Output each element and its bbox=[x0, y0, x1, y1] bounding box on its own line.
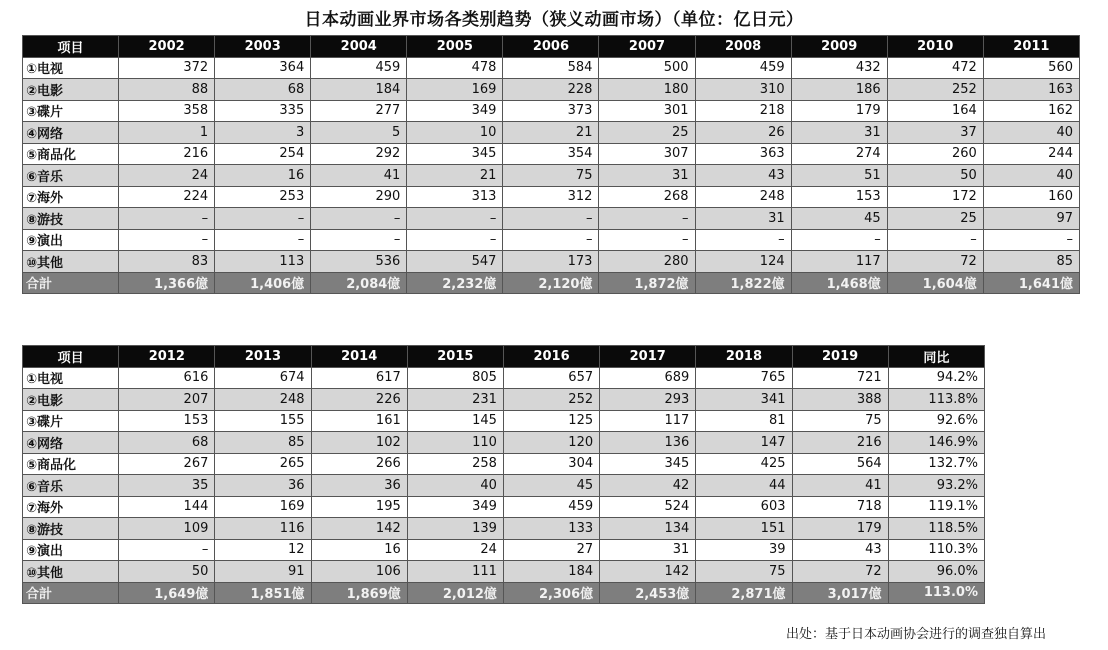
table-cell: 3,017億 bbox=[792, 582, 888, 604]
table-cell: 110 bbox=[407, 432, 503, 454]
table-row bbox=[23, 539, 985, 561]
table-cell: – bbox=[503, 229, 599, 251]
table-cell: 2,232億 bbox=[407, 272, 503, 294]
row-label: 合計 bbox=[23, 582, 119, 604]
table-row bbox=[23, 79, 1080, 101]
table-cell: 172 bbox=[887, 186, 983, 208]
table-cell: 161 bbox=[311, 410, 407, 432]
table-cell: 51 bbox=[791, 165, 887, 187]
table-cell: 216 bbox=[119, 143, 215, 165]
table-cell: 1,822億 bbox=[695, 272, 791, 294]
table-cell: – bbox=[887, 229, 983, 251]
row-label: ④网络 bbox=[23, 432, 119, 454]
table-cell: 88 bbox=[119, 79, 215, 101]
table-cell: 472 bbox=[887, 57, 983, 79]
table-row bbox=[23, 518, 985, 540]
table-cell: 228 bbox=[503, 79, 599, 101]
column-header: 2011 bbox=[983, 36, 1079, 58]
table-cell: 81 bbox=[696, 410, 792, 432]
table-cell: 584 bbox=[503, 57, 599, 79]
table-cell: 31 bbox=[599, 165, 695, 187]
table-cell: 35 bbox=[119, 475, 215, 497]
table-row bbox=[23, 367, 985, 389]
table-cell: 113 bbox=[215, 251, 311, 273]
table-cell: 2,120億 bbox=[503, 272, 599, 294]
table-row bbox=[23, 122, 1080, 144]
market-table-2012-2019 bbox=[22, 345, 985, 604]
table-cell: 765 bbox=[696, 367, 792, 389]
table-cell: 231 bbox=[407, 389, 503, 411]
table-row bbox=[23, 561, 985, 583]
table-cell: 432 bbox=[791, 57, 887, 79]
table-cell: 253 bbox=[215, 186, 311, 208]
table-cell: 292 bbox=[311, 143, 407, 165]
table-row bbox=[23, 100, 1080, 122]
table-cell: 93.2% bbox=[888, 475, 984, 497]
table-cell: 160 bbox=[983, 186, 1079, 208]
table-cell: 146.9% bbox=[888, 432, 984, 454]
table-cell: 139 bbox=[407, 518, 503, 540]
table-cell: – bbox=[983, 229, 1079, 251]
table-cell: 169 bbox=[215, 496, 311, 518]
table-cell: 1,851億 bbox=[215, 582, 311, 604]
table-cell: 617 bbox=[311, 367, 407, 389]
table-cell: 268 bbox=[599, 186, 695, 208]
table-row bbox=[23, 229, 1080, 251]
table-cell: 116 bbox=[215, 518, 311, 540]
table-cell: 50 bbox=[119, 561, 215, 583]
column-header: 2013 bbox=[215, 346, 311, 368]
table-cell: – bbox=[311, 208, 407, 230]
table-cell: 1,641億 bbox=[983, 272, 1079, 294]
table-row bbox=[23, 186, 1080, 208]
table-cell: 27 bbox=[503, 539, 599, 561]
table-cell: 37 bbox=[887, 122, 983, 144]
table-cell: – bbox=[695, 229, 791, 251]
table-cell: 142 bbox=[311, 518, 407, 540]
table-cell: 388 bbox=[792, 389, 888, 411]
table-cell: 560 bbox=[983, 57, 1079, 79]
column-header: 2003 bbox=[215, 36, 311, 58]
table-cell: 173 bbox=[503, 251, 599, 273]
table-cell: 94.2% bbox=[888, 367, 984, 389]
table-cell: 1,604億 bbox=[887, 272, 983, 294]
table-row bbox=[23, 496, 985, 518]
table-cell: 12 bbox=[215, 539, 311, 561]
table-cell: 248 bbox=[695, 186, 791, 208]
table-cell: 260 bbox=[887, 143, 983, 165]
table-cell: 147 bbox=[696, 432, 792, 454]
table-cell: 96.0% bbox=[888, 561, 984, 583]
table-cell: 459 bbox=[695, 57, 791, 79]
table-cell: 164 bbox=[887, 100, 983, 122]
table-cell: 1 bbox=[119, 122, 215, 144]
table-cell: 616 bbox=[119, 367, 215, 389]
source-note: 出处：基于日本动画协会进行的调查独自算出 bbox=[785, 627, 1046, 642]
table-cell: 75 bbox=[792, 410, 888, 432]
table-cell: 124 bbox=[695, 251, 791, 273]
row-label: ②电影 bbox=[23, 79, 119, 101]
column-header: 2007 bbox=[599, 36, 695, 58]
table-cell: 277 bbox=[311, 100, 407, 122]
table-cell: 216 bbox=[792, 432, 888, 454]
table-cell: 40 bbox=[983, 165, 1079, 187]
table-cell: 83 bbox=[119, 251, 215, 273]
table-cell: 805 bbox=[407, 367, 503, 389]
table-cell: 373 bbox=[503, 100, 599, 122]
table-cell: 1,468億 bbox=[791, 272, 887, 294]
table-cell: – bbox=[407, 229, 503, 251]
table-cell: 186 bbox=[791, 79, 887, 101]
table-cell: 459 bbox=[311, 57, 407, 79]
column-header: 2015 bbox=[407, 346, 503, 368]
total-row bbox=[23, 272, 1080, 294]
table-cell: 40 bbox=[983, 122, 1079, 144]
row-label: ②电影 bbox=[23, 389, 119, 411]
table-cell: 218 bbox=[695, 100, 791, 122]
table-cell: 312 bbox=[503, 186, 599, 208]
table-row bbox=[23, 475, 985, 497]
table-cell: 16 bbox=[311, 539, 407, 561]
column-header: 2018 bbox=[696, 346, 792, 368]
table-cell: 2,084億 bbox=[311, 272, 407, 294]
table-cell: – bbox=[215, 229, 311, 251]
table-cell: 265 bbox=[215, 453, 311, 475]
table-cell: 31 bbox=[695, 208, 791, 230]
table-cell: 142 bbox=[600, 561, 696, 583]
table-cell: 425 bbox=[696, 453, 792, 475]
table-cell: – bbox=[311, 229, 407, 251]
table-cell: 44 bbox=[696, 475, 792, 497]
table-cell: 335 bbox=[215, 100, 311, 122]
table-cell: 125 bbox=[503, 410, 599, 432]
table-cell: 25 bbox=[599, 122, 695, 144]
header-row bbox=[23, 346, 985, 368]
column-header: 项目 bbox=[23, 346, 119, 368]
table-cell: 118.5% bbox=[888, 518, 984, 540]
table-cell: 349 bbox=[407, 100, 503, 122]
table-cell: 358 bbox=[119, 100, 215, 122]
table-row bbox=[23, 165, 1080, 187]
table-cell: 254 bbox=[215, 143, 311, 165]
row-label: ①电视 bbox=[23, 57, 119, 79]
table-cell: 102 bbox=[311, 432, 407, 454]
table-cell: 10 bbox=[407, 122, 503, 144]
table-cell: 5 bbox=[311, 122, 407, 144]
table-row bbox=[23, 432, 985, 454]
table-cell: 72 bbox=[792, 561, 888, 583]
table-cell: – bbox=[599, 208, 695, 230]
table-row bbox=[23, 208, 1080, 230]
table-cell: – bbox=[503, 208, 599, 230]
table-cell: 301 bbox=[599, 100, 695, 122]
table-cell: 2,871億 bbox=[696, 582, 792, 604]
table-cell: 85 bbox=[215, 432, 311, 454]
table-cell: 40 bbox=[407, 475, 503, 497]
table-cell: 313 bbox=[407, 186, 503, 208]
table-cell: 117 bbox=[791, 251, 887, 273]
table-cell: 113.8% bbox=[888, 389, 984, 411]
column-header: 项目 bbox=[23, 36, 119, 58]
table-cell: 290 bbox=[311, 186, 407, 208]
table-cell: 144 bbox=[119, 496, 215, 518]
table-cell: 2,306億 bbox=[503, 582, 599, 604]
row-label: ③碟片 bbox=[23, 410, 119, 432]
table-cell: 21 bbox=[503, 122, 599, 144]
table-cell: 459 bbox=[503, 496, 599, 518]
table-cell: 111 bbox=[407, 561, 503, 583]
table-cell: 145 bbox=[407, 410, 503, 432]
row-label: ⑥音乐 bbox=[23, 165, 119, 187]
table-cell: 307 bbox=[599, 143, 695, 165]
table-cell: 180 bbox=[599, 79, 695, 101]
row-label: ③碟片 bbox=[23, 100, 119, 122]
table-cell: 162 bbox=[983, 100, 1079, 122]
table-cell: 45 bbox=[503, 475, 599, 497]
table-cell: 163 bbox=[983, 79, 1079, 101]
table-cell: – bbox=[599, 229, 695, 251]
table-cell: 364 bbox=[215, 57, 311, 79]
table-cell: 718 bbox=[792, 496, 888, 518]
column-header: 2004 bbox=[311, 36, 407, 58]
table-cell: 500 bbox=[599, 57, 695, 79]
table-cell: 536 bbox=[311, 251, 407, 273]
table-cell: 547 bbox=[407, 251, 503, 273]
table-cell: 363 bbox=[695, 143, 791, 165]
table-cell: 72 bbox=[887, 251, 983, 273]
table-cell: 134 bbox=[600, 518, 696, 540]
table-cell: 75 bbox=[503, 165, 599, 187]
table-cell: 41 bbox=[311, 165, 407, 187]
table-cell: 24 bbox=[407, 539, 503, 561]
row-label: ⑩其他 bbox=[23, 561, 119, 583]
table-cell: 43 bbox=[695, 165, 791, 187]
table-cell: 50 bbox=[887, 165, 983, 187]
table-cell: 293 bbox=[600, 389, 696, 411]
table-cell: 109 bbox=[119, 518, 215, 540]
table-cell: 244 bbox=[983, 143, 1079, 165]
table-cell: 226 bbox=[311, 389, 407, 411]
table-cell: 184 bbox=[311, 79, 407, 101]
row-label: 合計 bbox=[23, 272, 119, 294]
table-cell: 36 bbox=[311, 475, 407, 497]
table-cell: 195 bbox=[311, 496, 407, 518]
table-cell: 2,453億 bbox=[600, 582, 696, 604]
table-cell: 16 bbox=[215, 165, 311, 187]
table-cell: – bbox=[215, 208, 311, 230]
table-cell: 267 bbox=[119, 453, 215, 475]
table-cell: 478 bbox=[407, 57, 503, 79]
table-cell: 1,649億 bbox=[119, 582, 215, 604]
table-cell: 36 bbox=[215, 475, 311, 497]
table-cell: 155 bbox=[215, 410, 311, 432]
column-header: 2002 bbox=[119, 36, 215, 58]
column-header: 2010 bbox=[887, 36, 983, 58]
table-cell: 252 bbox=[887, 79, 983, 101]
page-title: 日本动画业界市场各类别趋势（狭义动画市场）（单位：亿日元） bbox=[304, 10, 804, 30]
table-cell: 42 bbox=[600, 475, 696, 497]
table-cell: 310 bbox=[695, 79, 791, 101]
table-cell: 133 bbox=[503, 518, 599, 540]
column-header: 2012 bbox=[119, 346, 215, 368]
table-cell: 110.3% bbox=[888, 539, 984, 561]
row-label: ⑦海外 bbox=[23, 496, 119, 518]
table-cell: 372 bbox=[119, 57, 215, 79]
table-cell: 31 bbox=[791, 122, 887, 144]
table-cell: 24 bbox=[119, 165, 215, 187]
total-row bbox=[23, 582, 985, 604]
table-cell: 345 bbox=[600, 453, 696, 475]
table-cell: 349 bbox=[407, 496, 503, 518]
column-header: 同比 bbox=[888, 346, 984, 368]
column-header: 2009 bbox=[791, 36, 887, 58]
row-label: ⑥音乐 bbox=[23, 475, 119, 497]
table-cell: 1,869億 bbox=[311, 582, 407, 604]
table-row bbox=[23, 57, 1080, 79]
table-cell: – bbox=[791, 229, 887, 251]
row-label: ④网络 bbox=[23, 122, 119, 144]
table-cell: 345 bbox=[407, 143, 503, 165]
row-label: ①电视 bbox=[23, 367, 119, 389]
row-label: ⑤商品化 bbox=[23, 143, 119, 165]
table-cell: 252 bbox=[503, 389, 599, 411]
table-cell: 43 bbox=[792, 539, 888, 561]
table-cell: 151 bbox=[696, 518, 792, 540]
table-cell: 117 bbox=[600, 410, 696, 432]
row-label: ⑨演出 bbox=[23, 539, 119, 561]
table-cell: 564 bbox=[792, 453, 888, 475]
table-row bbox=[23, 389, 985, 411]
table-cell: 97 bbox=[983, 208, 1079, 230]
column-header: 2005 bbox=[407, 36, 503, 58]
table-cell: 1,406億 bbox=[215, 272, 311, 294]
table-cell: 3 bbox=[215, 122, 311, 144]
table-cell: 136 bbox=[600, 432, 696, 454]
column-header: 2014 bbox=[311, 346, 407, 368]
row-label: ⑦海外 bbox=[23, 186, 119, 208]
header-row bbox=[23, 36, 1080, 58]
table-row bbox=[23, 251, 1080, 273]
table-cell: 106 bbox=[311, 561, 407, 583]
table-cell: 1,872億 bbox=[599, 272, 695, 294]
table-cell: 341 bbox=[696, 389, 792, 411]
table-cell: 45 bbox=[791, 208, 887, 230]
column-header: 2006 bbox=[503, 36, 599, 58]
row-label: ⑩其他 bbox=[23, 251, 119, 273]
column-header: 2019 bbox=[792, 346, 888, 368]
table-cell: 31 bbox=[600, 539, 696, 561]
table-cell: 39 bbox=[696, 539, 792, 561]
table-cell: 153 bbox=[791, 186, 887, 208]
table-cell: 75 bbox=[696, 561, 792, 583]
column-header: 2016 bbox=[503, 346, 599, 368]
table-cell: 2,012億 bbox=[407, 582, 503, 604]
table-cell: 169 bbox=[407, 79, 503, 101]
table-cell: 41 bbox=[792, 475, 888, 497]
table-cell: 657 bbox=[503, 367, 599, 389]
table-cell: 224 bbox=[119, 186, 215, 208]
table-cell: 132.7% bbox=[888, 453, 984, 475]
column-header: 2017 bbox=[600, 346, 696, 368]
table-cell: 153 bbox=[119, 410, 215, 432]
table-cell: 274 bbox=[791, 143, 887, 165]
column-header: 2008 bbox=[695, 36, 791, 58]
table-cell: 674 bbox=[215, 367, 311, 389]
table-cell: 25 bbox=[887, 208, 983, 230]
row-label: ⑧游技 bbox=[23, 518, 119, 540]
table-cell: 1,366億 bbox=[119, 272, 215, 294]
table-cell: 524 bbox=[600, 496, 696, 518]
table-cell: 179 bbox=[791, 100, 887, 122]
table-cell: 280 bbox=[599, 251, 695, 273]
table-cell: 68 bbox=[215, 79, 311, 101]
table-cell: 68 bbox=[119, 432, 215, 454]
table-cell: 603 bbox=[696, 496, 792, 518]
row-label: ⑨演出 bbox=[23, 229, 119, 251]
table-cell: – bbox=[407, 208, 503, 230]
table-cell: 184 bbox=[503, 561, 599, 583]
table-cell: 179 bbox=[792, 518, 888, 540]
table-row bbox=[23, 143, 1080, 165]
table-cell: 207 bbox=[119, 389, 215, 411]
table-cell: – bbox=[119, 539, 215, 561]
table-cell: 21 bbox=[407, 165, 503, 187]
table-cell: 721 bbox=[792, 367, 888, 389]
table-cell: 354 bbox=[503, 143, 599, 165]
table-cell: 113.0% bbox=[888, 582, 984, 604]
table-cell: 119.1% bbox=[888, 496, 984, 518]
table-cell: 85 bbox=[983, 251, 1079, 273]
table-cell: 304 bbox=[503, 453, 599, 475]
table-cell: 689 bbox=[600, 367, 696, 389]
table-cell: 120 bbox=[503, 432, 599, 454]
table-cell: – bbox=[119, 208, 215, 230]
table-cell: 258 bbox=[407, 453, 503, 475]
table-cell: 92.6% bbox=[888, 410, 984, 432]
market-table-2002-2011 bbox=[22, 35, 1080, 294]
table-cell: 26 bbox=[695, 122, 791, 144]
table-cell: – bbox=[119, 229, 215, 251]
table-cell: 266 bbox=[311, 453, 407, 475]
row-label: ⑤商品化 bbox=[23, 453, 119, 475]
table-row bbox=[23, 453, 985, 475]
table-row bbox=[23, 410, 985, 432]
row-label: ⑧游技 bbox=[23, 208, 119, 230]
table-cell: 91 bbox=[215, 561, 311, 583]
table-cell: 248 bbox=[215, 389, 311, 411]
